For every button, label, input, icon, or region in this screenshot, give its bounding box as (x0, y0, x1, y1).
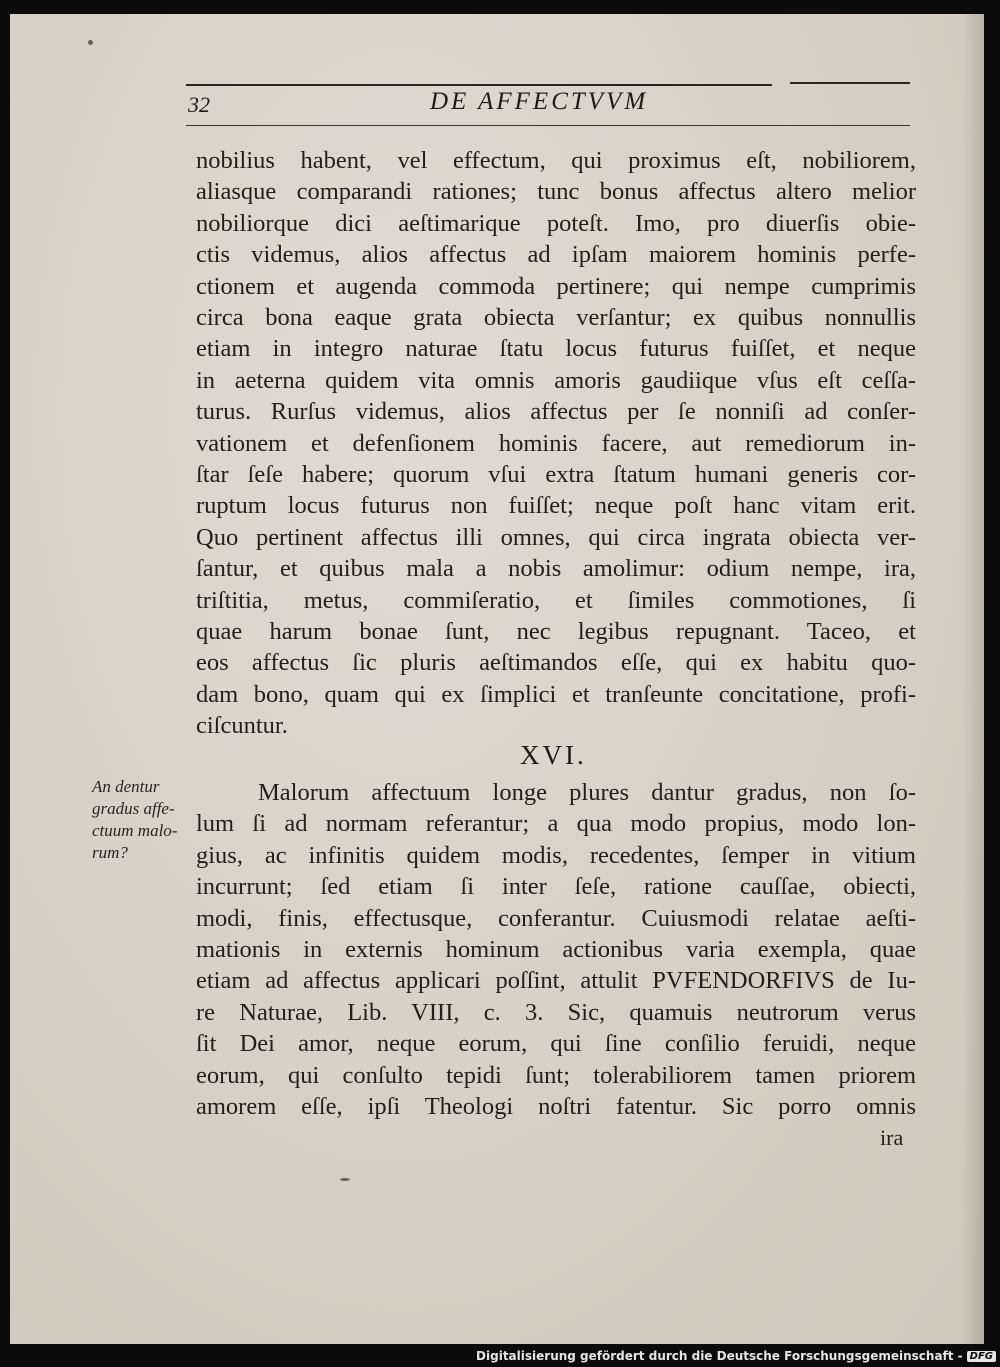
page-number: 32 (188, 92, 210, 117)
margin-note-line: An dentur (92, 777, 160, 796)
text-line: Malorum affectuum longe plures dantur gradus, non ſo- (258, 779, 916, 806)
digitization-footer (476, 1349, 996, 1363)
text-line: eorum, qui conſulto tepidi ſunt; tolerabiliorem tamen priorem (196, 1061, 916, 1089)
text-line: vationem et defenſionem hominis facere, aut remediorum in- (196, 429, 916, 457)
text-line: incurrunt; ſed etiam ſi inter ſeſe, ratione cauſſae, obiecti, (196, 873, 916, 901)
text-line: modi, finis, effectusque, conferantur. Cuiusmodi relatae aeſti- (196, 904, 916, 932)
text-line: etiam ad affectus applicari poſſint, attulit PVFENDORFIVS de Iu- (196, 967, 916, 995)
margin-note (92, 776, 204, 864)
text-line: ruptum locus futurus non fuiſſet; neque poſt hanc vitam erit. (196, 492, 916, 520)
text-line: etiam in integro naturae ſtatu locus futurus fuiſſet, et neque (196, 335, 916, 363)
text-line: amorem eſſe, ipſi Theologi noſtri fatentur. Sic porro omnis (196, 1093, 916, 1120)
text-line: quae harum bonae ſunt, nec legibus repugnant. Taceo, et (196, 618, 916, 645)
header-rule (186, 84, 772, 86)
footer-text: Digitalisierung gefördert durch die Deutsche Forschungsgemeinschaft - (476, 1349, 963, 1363)
text-line: ciſcuntur. (196, 712, 288, 740)
dfg-logo: DFG (967, 1351, 996, 1362)
catchword: ira (880, 1125, 904, 1150)
text-line: nobilius habent, vel effectum, qui proximus eſt, nobiliorem, (196, 147, 916, 174)
margin-note-line: rum? (92, 843, 128, 862)
text-line: ſtar ſeſe habere; quorum vſui extra ſtatum humani generis cor- (196, 461, 916, 488)
text-line: re Naturae, Lib. VIII, c. 3. Sic, quamuis neutrorum verus (196, 998, 916, 1026)
text-line: Quo pertinent affectus illi omnes, qui circa ingrata obiecta ver- (196, 523, 916, 551)
text-line: aliasque comparandi rationes; tunc bonus affectus altero melior (196, 178, 916, 206)
text-line: gius, ac infinitis quidem modis, recedentes, ſemper in vitium (196, 841, 916, 869)
text-line: ſit Dei amor, neque eorum, qui ſine conſilio feruidi, neque (196, 1030, 916, 1058)
paper-speck (340, 1178, 350, 1181)
text-line: in aeterna quidem vita omnis amoris gaudiique vſus eſt ceſſa- (196, 366, 916, 394)
text-line: ctis videmus, alios affectus ad ipſam maiorem hominis perfe- (196, 241, 916, 269)
text-line: ctionem et augenda commoda pertinere; qui nempe cumprimis (196, 272, 916, 300)
paper-speck (88, 40, 93, 45)
margin-note-line: gradus affe- (92, 799, 175, 818)
text-line: circa bona eaque grata obiecta verſantur; ex quibus nonnullis (196, 304, 916, 331)
section-heading: XVI. (520, 740, 587, 770)
text-line: dam bono, quam qui ex ſimplici et tranſeunte concitatione, profi- (196, 680, 916, 708)
margin-note-line: ctuum malo- (92, 821, 178, 840)
header-rule (790, 82, 910, 84)
text-line: nobiliorque dici aeſtimarique poteſt. Imo, pro diuerſis obie- (196, 209, 916, 237)
text-line: mationis in externis hominum actionibus varia exempla, quae (196, 936, 916, 963)
running-head: DE AFFECTVVM (430, 88, 649, 115)
text-line: turus. Rurſus videmus, alios affectus per ſe nonniſi ad conſer- (196, 398, 916, 426)
page-edge-shadow (962, 14, 984, 1344)
header-rule (186, 125, 910, 126)
text-line: eos affectus ſic pluris aeſtimandos eſſe, qui ex habitu quo- (196, 649, 916, 677)
text-line: ſantur, et quibus mala a nobis amolimur: odium nempe, ira, (196, 555, 916, 583)
text-line: lum ſi ad normam referantur; a qua modo propius, modo lon- (196, 810, 916, 838)
text-line: triſtitia, metus, commiſeratio, et ſimiles commotiones, ſi (196, 586, 916, 614)
